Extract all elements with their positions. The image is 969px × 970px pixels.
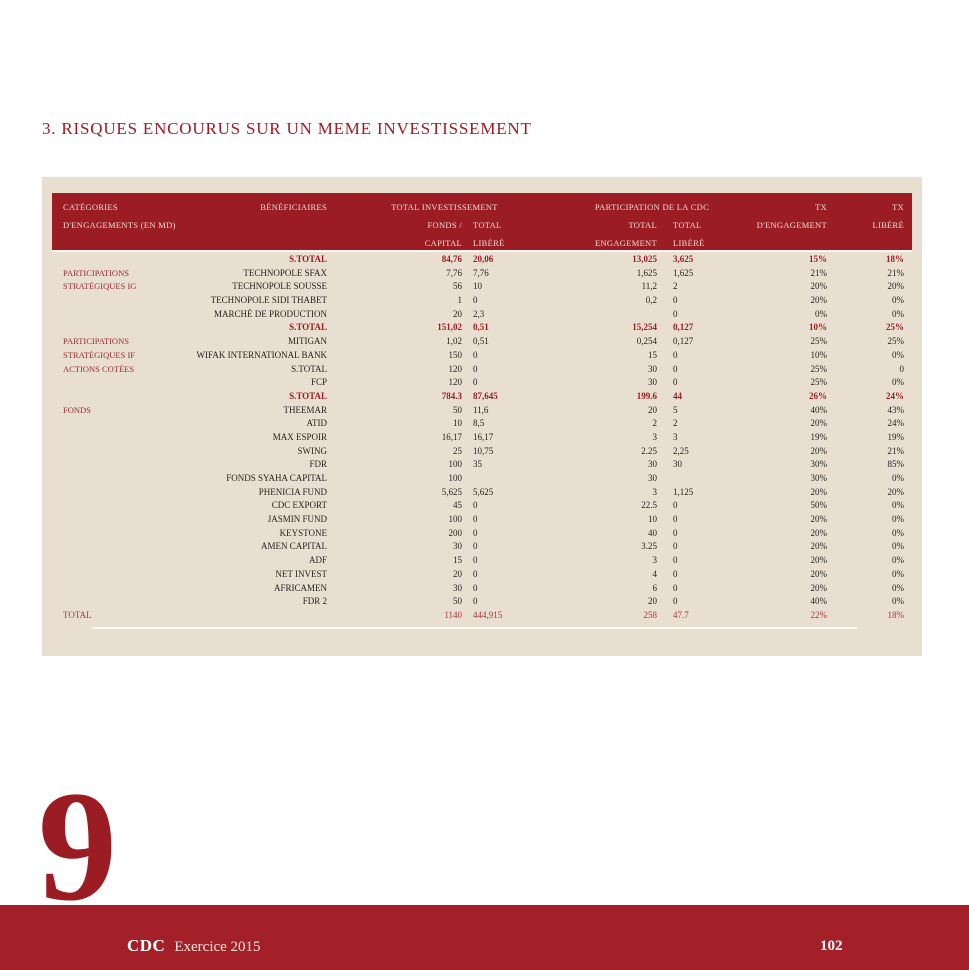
footer-brand: CDC xyxy=(127,936,166,955)
cell-cdc_total_libere xyxy=(657,472,742,486)
cell-beneficiary: MITIGAN xyxy=(288,336,327,347)
cell-category xyxy=(52,445,187,459)
cell-category xyxy=(52,253,187,267)
table-row xyxy=(52,308,912,322)
cell-fonds_capital: 100 xyxy=(448,473,462,483)
cell-tx_libere: 0% xyxy=(892,349,904,360)
cell-tx_engagement: 25% xyxy=(810,377,827,388)
cell-total_libere: 0 xyxy=(473,295,478,306)
cell-fonds_capital: 56 xyxy=(453,281,462,292)
table-row xyxy=(52,445,912,459)
footer-brand-group xyxy=(127,936,261,956)
cell-total_engagement: 13,025 xyxy=(632,254,657,264)
cell-beneficiary: TECHNOPOLE SOUSSE xyxy=(232,281,327,292)
cell-cdc_total_libere: 0,127 xyxy=(673,322,694,333)
cell-category xyxy=(52,540,187,554)
cell-total_libere: 0 xyxy=(473,527,478,538)
cell-tx_engagement: 19% xyxy=(810,431,827,442)
cell-total_libere: 16,17 xyxy=(473,431,494,442)
cell-cdc_total_libere: 0 xyxy=(673,377,678,388)
cell-total_libere: 8,5 xyxy=(473,418,485,429)
cell-tx_libere: 0% xyxy=(892,514,904,525)
cell-total_engagement: 3 xyxy=(652,431,657,442)
cell-cdc_total_libere: 0 xyxy=(673,596,678,607)
cell-total_libere: 10,75 xyxy=(473,445,494,456)
cell-category: PARTICIPATIONS xyxy=(63,336,129,347)
cell-beneficiary: PHENICIA FUND xyxy=(258,486,327,497)
cell-fonds_capital: 10 xyxy=(453,418,462,429)
cell-tx_libere: 0% xyxy=(892,500,904,511)
header-tx-engagement: TX D'ENGAGEMENT xyxy=(756,202,827,230)
table-row xyxy=(52,267,912,281)
cell-total_libere: 11,6 xyxy=(473,404,489,415)
cell-tx_libere: 0% xyxy=(892,308,904,319)
cell-total_engagement: 15 xyxy=(648,349,657,360)
cell-beneficiary: JASMIN FUND xyxy=(267,514,327,525)
cell-category xyxy=(52,294,187,308)
cell-beneficiary: S.TOTAL xyxy=(289,254,327,264)
cell-tx_engagement: 30% xyxy=(810,459,827,470)
cell-tx_engagement: 26% xyxy=(809,390,827,401)
cell-tx_libere: 85% xyxy=(887,459,904,470)
cell-fonds_capital: 120 xyxy=(448,363,462,374)
cell-beneficiary: CDC EXPORT xyxy=(271,500,327,511)
cell-total_engagement: 2 xyxy=(652,418,657,429)
cell-fonds_capital: 1,02 xyxy=(446,336,462,347)
header-fonds-capital-line2: CAPITAL xyxy=(424,238,462,248)
cell-beneficiary: FCP xyxy=(310,377,327,388)
cell-category xyxy=(52,595,187,609)
cell-cdc_total_libere: 0 xyxy=(673,555,678,566)
cell-cdc_total_libere: 1,125 xyxy=(673,486,694,497)
cell-category xyxy=(52,376,187,390)
cell-tx_engagement: 20% xyxy=(810,281,827,292)
cell-tx_libere: 0% xyxy=(892,541,904,552)
table-row xyxy=(52,349,912,363)
cell-total_engagement: 258 xyxy=(643,609,657,620)
cell-cdc_total_libere: 44 xyxy=(673,390,682,401)
cell-total_libere: 0 xyxy=(473,514,478,525)
cell-beneficiary: KEYSTONE xyxy=(279,527,327,538)
cell-tx_engagement: 20% xyxy=(810,514,827,525)
cell-cdc_total_libere: 5 xyxy=(673,404,678,415)
cell-total_engagement: 4 xyxy=(652,568,657,579)
cell-total_libere: 444,915 xyxy=(473,609,503,620)
cell-total_libere: 0,51 xyxy=(473,336,489,347)
cell-total_libere: 87,645 xyxy=(473,390,498,401)
cell-total_libere: 0 xyxy=(473,349,478,360)
cell-beneficiary: S.TOTAL xyxy=(289,390,327,401)
cell-beneficiary: FONDS SYAHA CAPITAL xyxy=(226,473,327,483)
table-row xyxy=(52,363,912,377)
cell-fonds_capital: 30 xyxy=(453,582,462,593)
cell-total_engagement: 30 xyxy=(648,459,657,470)
cell-total_engagement xyxy=(562,308,657,322)
table-row xyxy=(52,582,912,596)
cell-tx_libere: 0% xyxy=(892,377,904,388)
cell-total_libere: 0 xyxy=(473,500,478,511)
cell-cdc_total_libere: 2,25 xyxy=(673,445,689,456)
cell-tx_engagement: 20% xyxy=(810,555,827,566)
cell-tx_libere: 0% xyxy=(892,527,904,538)
table-row xyxy=(52,527,912,541)
cell-cdc_total_libere: 47.7 xyxy=(673,609,689,620)
cell-tx_engagement: 20% xyxy=(810,445,827,456)
cell-cdc_total_libere: 2 xyxy=(673,281,678,292)
table-row xyxy=(52,472,912,486)
cell-category xyxy=(52,513,187,527)
cell-beneficiary: AFRICAMEN xyxy=(273,582,327,593)
cell-tx_engagement: 40% xyxy=(810,596,827,607)
cell-fonds_capital: 16,17 xyxy=(441,431,462,442)
cell-fonds_capital: 45 xyxy=(453,500,462,511)
cell-beneficiary: ADF xyxy=(308,555,327,566)
cell-beneficiary: TECHNOPOLE SFAX xyxy=(243,267,327,278)
cell-tx_libere: 0% xyxy=(892,555,904,566)
cell-beneficiary xyxy=(187,609,327,623)
cell-category xyxy=(52,554,187,568)
cell-fonds_capital: 25 xyxy=(453,445,462,456)
cell-tx_engagement: 25% xyxy=(810,363,827,374)
table-body xyxy=(52,252,912,623)
cell-total_engagement: 40 xyxy=(648,527,657,538)
header-categories xyxy=(52,198,187,252)
cell-tx_libere: 0% xyxy=(892,295,904,306)
cell-total_engagement: 15,254 xyxy=(632,322,657,333)
cell-total_libere: 0 xyxy=(473,568,478,579)
cell-tx_libere: 0% xyxy=(892,568,904,579)
cell-fonds_capital: 15 xyxy=(453,555,462,566)
cell-tx_engagement: 40% xyxy=(810,404,827,415)
cell-cdc_total_libere: 0 xyxy=(673,527,678,538)
cell-category xyxy=(52,321,187,335)
cell-tx_engagement: 10% xyxy=(810,349,827,360)
cell-cdc_total_libere: 0 xyxy=(673,295,678,306)
cell-tx_engagement: 50% xyxy=(810,500,827,511)
cell-category xyxy=(52,472,187,486)
cell-total_engagement: 20 xyxy=(648,404,657,415)
table-row xyxy=(52,253,912,267)
cell-cdc_total_libere: 2 xyxy=(673,418,678,429)
cell-cdc_total_libere: 0 xyxy=(673,363,678,374)
cell-total_libere: 35 xyxy=(473,459,482,470)
table-row xyxy=(52,321,912,335)
header-cdc-libere-line1: TOTAL xyxy=(673,220,702,230)
cell-beneficiary: S.TOTAL xyxy=(291,363,327,374)
cell-beneficiary: SWING xyxy=(297,445,327,456)
cell-tx_engagement: 10% xyxy=(809,322,827,333)
page-number: 102 xyxy=(820,938,843,954)
cell-total_libere: 20,06 xyxy=(473,254,494,264)
cell-cdc_total_libere: 0 xyxy=(673,541,678,552)
cell-total_engagement: 2.25 xyxy=(641,445,657,456)
cell-total_libere: 0 xyxy=(473,596,478,607)
cell-total_libere: 0 xyxy=(473,582,478,593)
cell-fonds_capital: 84,76 xyxy=(441,254,462,264)
cell-cdc_total_libere: 0 xyxy=(673,500,678,511)
cell-fonds_capital: 50 xyxy=(453,404,462,415)
cell-category: FONDS xyxy=(63,404,91,415)
cell-cdc_total_libere: 0 xyxy=(673,582,678,593)
risk-table xyxy=(42,177,922,656)
cell-fonds_capital: 120 xyxy=(448,377,462,388)
cell-fonds_capital: 150 xyxy=(448,349,462,360)
table-row xyxy=(52,458,912,472)
header-beneficiaires: BÉNÉFICIAIRES xyxy=(260,202,327,212)
cell-category: TOTAL xyxy=(63,609,92,620)
cell-beneficiary: WIFAK INTERNATIONAL BANK xyxy=(196,349,327,360)
cell-tx_engagement: 21% xyxy=(810,267,827,278)
cell-category: PARTICIPATIONS xyxy=(63,267,129,278)
cell-beneficiary: NET INVEST xyxy=(275,568,327,579)
table-row xyxy=(52,486,912,500)
cell-tx_libere: 43% xyxy=(887,404,904,415)
cell-category: ACTIONS COTÉES xyxy=(63,363,135,374)
cell-tx_engagement: 30% xyxy=(810,473,827,483)
cell-total_libere: 0,51 xyxy=(473,322,489,333)
cell-category xyxy=(52,458,187,472)
cell-beneficiary: TECHNOPOLE SIDI THABET xyxy=(210,295,327,306)
cell-category xyxy=(52,568,187,582)
cell-total_libere: 0 xyxy=(473,555,478,566)
cell-category xyxy=(52,486,187,500)
cell-tx_libere: 20% xyxy=(887,486,904,497)
cell-cdc_total_libere: 0 xyxy=(673,349,678,360)
header-fonds-capital-line1: FONDS / xyxy=(427,220,462,230)
cell-total_libere: 0 xyxy=(473,363,478,374)
table-row xyxy=(52,540,912,554)
footer-bar xyxy=(0,905,969,970)
cell-category xyxy=(52,417,187,431)
cell-cdc_total_libere: 3,625 xyxy=(673,254,694,264)
table-row xyxy=(52,390,912,404)
table-row xyxy=(52,404,912,418)
cell-total_engagement: 1,625 xyxy=(636,267,657,278)
cell-category xyxy=(52,499,187,513)
cell-fonds_capital: 50 xyxy=(453,596,462,607)
cell-tx_libere: 18% xyxy=(887,609,904,620)
cell-total_engagement: 199.6 xyxy=(636,390,657,401)
header-invest-total-libere-line2: LIBÉRÉ xyxy=(473,238,505,248)
cell-total_libere xyxy=(462,472,562,486)
header-categories-line1: CATÉGORIES xyxy=(63,202,118,212)
table-row xyxy=(52,376,912,390)
cell-fonds_capital: 20 xyxy=(453,308,462,319)
cell-cdc_total_libere: 0 xyxy=(673,568,678,579)
table-row xyxy=(52,499,912,513)
cell-tx_libere: 19% xyxy=(887,431,904,442)
cell-total_engagement: 20 xyxy=(648,596,657,607)
header-engagement-line2: ENGAGEMENT xyxy=(594,238,657,248)
cell-tx_engagement: 25% xyxy=(810,336,827,347)
cell-beneficiary: S.TOTAL xyxy=(289,322,327,333)
table-row xyxy=(52,595,912,609)
cell-tx_engagement: 20% xyxy=(810,295,827,306)
cell-tx_libere: 18% xyxy=(886,254,904,264)
cell-beneficiary: AMEN CAPITAL xyxy=(260,541,327,552)
cell-tx_engagement: 20% xyxy=(810,486,827,497)
cell-fonds_capital: 200 xyxy=(448,527,462,538)
cell-tx_engagement: 20% xyxy=(810,418,827,429)
table-row xyxy=(52,513,912,527)
cell-category xyxy=(52,390,187,404)
cell-total_engagement: 30 xyxy=(648,473,657,483)
cell-fonds_capital: 5,625 xyxy=(441,486,462,497)
cell-total_engagement: 30 xyxy=(648,363,657,374)
table-row xyxy=(52,568,912,582)
cell-beneficiary: THEEMAR xyxy=(283,404,327,415)
cell-tx_libere: 0% xyxy=(892,473,904,483)
cell-fonds_capital: 7,76 xyxy=(446,267,462,278)
table-row xyxy=(52,280,912,294)
cell-tx_libere: 0% xyxy=(892,596,904,607)
cell-beneficiary: MARCHÉ DE PRODUCTION xyxy=(213,308,327,319)
cell-category xyxy=(52,527,187,541)
chapter-number: 9 xyxy=(38,759,117,934)
cell-tx_libere: 25% xyxy=(886,322,904,333)
table-row xyxy=(52,335,912,349)
table-row xyxy=(52,609,912,623)
cell-tx_libere: 25% xyxy=(887,336,904,347)
cell-tx_engagement: 15% xyxy=(809,254,827,264)
cell-tx_libere: 0% xyxy=(892,582,904,593)
cell-total_engagement: 0,2 xyxy=(645,295,657,306)
cell-tx_libere: 0 xyxy=(899,363,904,374)
cell-tx_libere: 21% xyxy=(887,267,904,278)
header-group-total-investissement: TOTAL INVESTISSEMENT FONDS / TOTAL CAPITAL LIBÉRÉ xyxy=(327,198,562,252)
cell-cdc_total_libere: 1,625 xyxy=(673,267,694,278)
cell-beneficiary: ATID xyxy=(306,418,327,429)
table-row xyxy=(52,554,912,568)
footer-edition: Exercice 2015 xyxy=(174,939,261,955)
cell-total_libere: 7,76 xyxy=(473,267,489,278)
cell-fonds_capital: 30 xyxy=(453,541,462,552)
cell-cdc_total_libere: 0 xyxy=(673,514,678,525)
header-categories-line2: D'ENGAGEMENTS (EN MD) xyxy=(63,220,176,230)
cell-category xyxy=(52,431,187,445)
cell-tx_engagement: 20% xyxy=(810,582,827,593)
cell-total_libere: 0 xyxy=(473,377,478,388)
header-tx-libere: TX LIBÉRÉ xyxy=(872,202,904,230)
cell-tx_libere: 20% xyxy=(887,281,904,292)
cell-total_libere: 5,625 xyxy=(473,486,494,497)
cell-cdc_total_libere: 0 xyxy=(673,308,678,319)
cell-total_engagement: 0,254 xyxy=(636,336,657,347)
cell-category xyxy=(52,582,187,596)
cell-category: STRATÉGIQUES IG xyxy=(63,281,137,292)
cell-total_libere: 0 xyxy=(473,541,478,552)
header-group-participation-cdc: PARTICIPATION DE LA CDC TOTAL TOTAL ENGAGEMENT LIBÉRÉ xyxy=(562,198,742,252)
cell-total_engagement: 30 xyxy=(648,377,657,388)
cell-cdc_total_libere: 30 xyxy=(673,459,682,470)
table-row xyxy=(52,417,912,431)
cell-total_engagement: 3 xyxy=(652,486,657,497)
cell-beneficiary: MAX ESPOIR xyxy=(272,431,327,442)
cell-fonds_capital: 100 xyxy=(448,459,462,470)
cell-fonds_capital: 1 xyxy=(457,295,462,306)
cell-total_libere: 10 xyxy=(473,281,482,292)
header-invest-total-libere-line1: TOTAL xyxy=(473,220,502,230)
cell-fonds_capital: 151,02 xyxy=(437,322,462,333)
total-underline-rule xyxy=(92,627,857,629)
cell-fonds_capital: 784.3 xyxy=(441,390,462,401)
cell-cdc_total_libere: 3 xyxy=(673,431,678,442)
cell-total_engagement: 11,2 xyxy=(641,281,657,292)
cell-total_engagement: 3 xyxy=(652,555,657,566)
cell-tx_libere: 24% xyxy=(886,390,904,401)
cell-category: STRATÉGIQUES IF xyxy=(63,349,136,360)
cell-beneficiary: FDR 2 xyxy=(302,596,327,607)
cell-tx_engagement: 20% xyxy=(810,541,827,552)
table-header xyxy=(52,193,912,252)
header-cdc-libere-line2: LIBÉRÉ xyxy=(673,238,705,248)
cell-total_engagement: 6 xyxy=(652,582,657,593)
table-row xyxy=(52,431,912,445)
cell-fonds_capital: 100 xyxy=(448,514,462,525)
cell-tx_engagement: 20% xyxy=(810,527,827,538)
cell-total_engagement: 10 xyxy=(648,514,657,525)
header-engagement-line1: TOTAL xyxy=(628,220,657,230)
cell-category xyxy=(52,308,187,322)
cell-tx_engagement: 0% xyxy=(815,308,827,319)
table-row xyxy=(52,294,912,308)
cell-beneficiary: FDR xyxy=(309,459,327,470)
cell-cdc_total_libere: 0,127 xyxy=(673,336,694,347)
cell-tx_engagement: 20% xyxy=(810,568,827,579)
cell-tx_libere: 21% xyxy=(887,445,904,456)
page-title: 3. RISQUES ENCOURUS SUR UN MEME INVESTISSEMENT xyxy=(42,119,532,138)
cell-total_engagement: 22.5 xyxy=(641,500,657,511)
cell-total_libere: 2,3 xyxy=(473,308,485,319)
cell-total_engagement: 3.25 xyxy=(641,541,657,552)
cell-tx_libere: 24% xyxy=(887,418,904,429)
cell-fonds_capital: 1140 xyxy=(444,609,462,620)
cell-tx_engagement: 22% xyxy=(810,609,827,620)
cell-fonds_capital: 20 xyxy=(453,568,462,579)
